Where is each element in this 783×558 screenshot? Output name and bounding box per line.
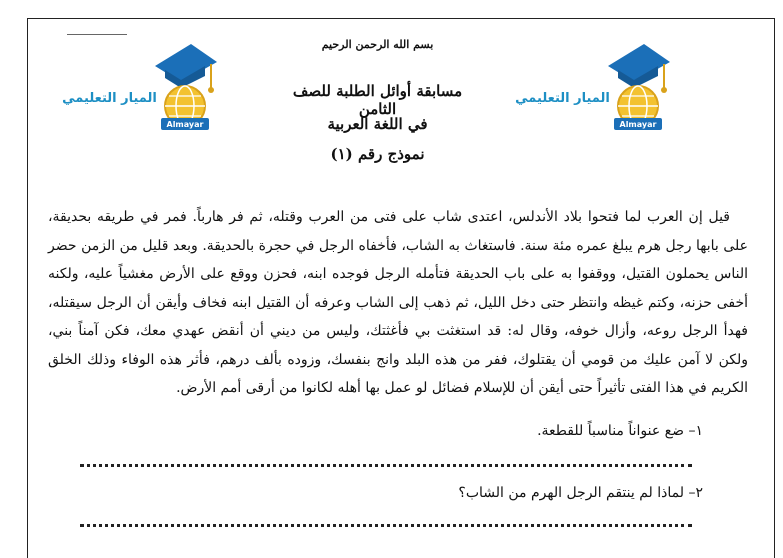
question-2: ٢– لماذا لم ينتقم الرجل الهرم من الشاب؟ <box>458 485 703 501</box>
basmala: بسم الله الرحمن الرحيم <box>321 38 434 51</box>
logo-latin-name: Almayar <box>166 120 204 129</box>
logo-left <box>55 36 215 136</box>
logo-top-line <box>67 34 127 35</box>
logo-arabic-name: الميار التعليمي <box>62 91 157 106</box>
reading-passage: قيل إن العرب لما فتحوا بلاد الأندلس، اعتدى شاب على فتى من العرب وقتله، ثم فر هارباً. فمر في طريقه بحديقة، على بابها رجل هرم يبلغ عمره مئة سنة. فاستغاث به الشاب، فأخفاه الرجل في حجرة بالحديقة. وبعد قليل من الزمن حضر الناس يحملون القتيل، ووقفوا به على باب الحديقة فتأمله الرجل فوجده ابنه، فحزن ووقع على الأرض مغشياً عليه، ولكنه أخفى حزنه، وكتم غيظه وانتظر حتى دخل الليل، ثم ذهب إلى الشاب وعرفه أن القتيل ابنه فخاف وأيقن أن الرجل سيقتله، فهدأ الرجل روعه، وأزال خوفه، وقال له: قد استغثت بي فأغثتك، وليس من ديني أن أنقض عهدي معك، فكن آمناً بني، ولكن لا آمن عليك من قومي أن يقتلوك، ففر من هذه البلد وانج بنفسك، وزوده بألف درهم، فأثر هذه الوفاء وذلك الخلق الكريم في هذا الفتى تأثيراً حتى أيقن أن للإسلام فضائل لو عمل بها أهله لكانوا من أرقى أمم الأرض. <box>48 209 749 396</box>
answer-line-2[interactable] <box>80 522 692 527</box>
question-1: ١– ضع عنواناً مناسباً للقطعة. <box>537 423 703 439</box>
exam-title: مسابقة أوائل الطلبة للصف الثامن <box>292 82 463 118</box>
exam-subject: في اللغة العربية <box>327 115 428 133</box>
logo-latin-name: Almayar <box>619 120 657 129</box>
answer-line-1[interactable] <box>80 462 692 467</box>
model-number: نموذج رقم (١) <box>330 145 425 163</box>
logo-right <box>508 36 668 136</box>
graduation-globe-icon <box>604 40 674 136</box>
logo-arabic-name: الميار التعليمي <box>515 91 610 106</box>
graduation-globe-icon <box>151 40 221 136</box>
